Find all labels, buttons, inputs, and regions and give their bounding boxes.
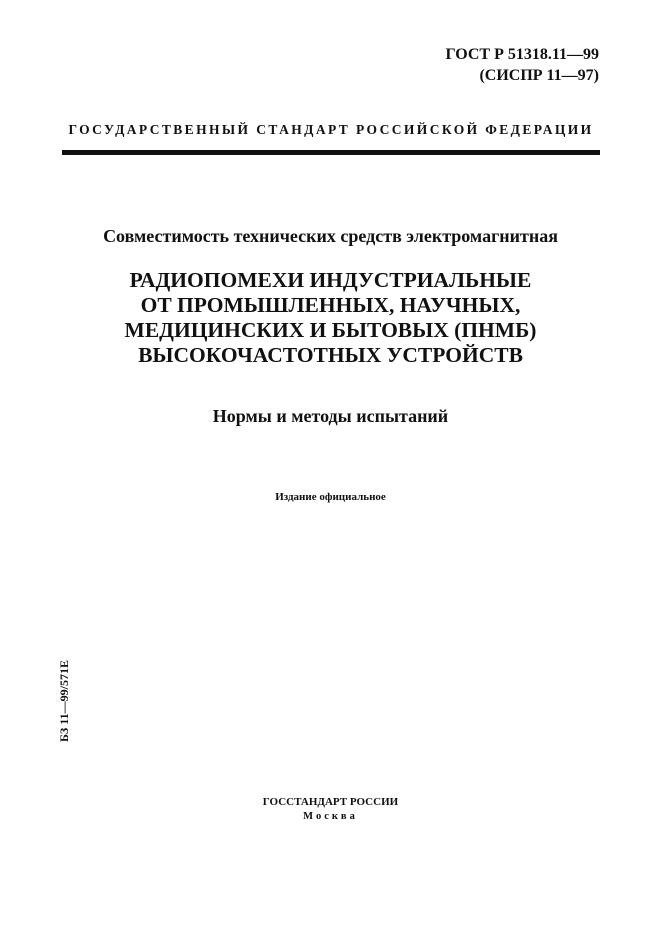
title-line: ВЫСОКОЧАСТОТНЫХ УСТРОЙСТВ [138, 343, 523, 367]
header-rule [62, 150, 600, 155]
subject-line: Совместимость технических средств электромагнитная [103, 226, 558, 246]
gost-code-block [445, 44, 599, 86]
cispr-number: (СИСПР 11—97) [479, 67, 599, 84]
edition-note: Издание официальное [275, 491, 386, 503]
title-line: ОТ ПРОМЫШЛЕННЫХ, НАУЧНЫХ, [140, 293, 521, 317]
main-title [30, 268, 631, 368]
gost-number: ГОСТ Р 51318.11—99 [445, 46, 599, 63]
catalog-code: БЗ 11—99/571Е [57, 660, 71, 742]
state-standard-heading: ГОСУДАРСТВЕННЫЙ СТАНДАРТ РОССИЙСКОЙ ФЕДЕРАЦИИ [68, 122, 594, 137]
title-line: МЕДИЦИНСКИХ И БЫТОВЫХ (ПНМБ) [124, 318, 537, 342]
subtitle: Нормы и методы испытаний [212, 406, 449, 426]
publisher: ГОССТАНДАРТ РОССИИ [262, 796, 399, 808]
title-line: РАДИОПОМЕХИ ИНДУСТРИАЛЬНЫЕ [129, 268, 532, 292]
publication-city: Москва [303, 811, 358, 822]
